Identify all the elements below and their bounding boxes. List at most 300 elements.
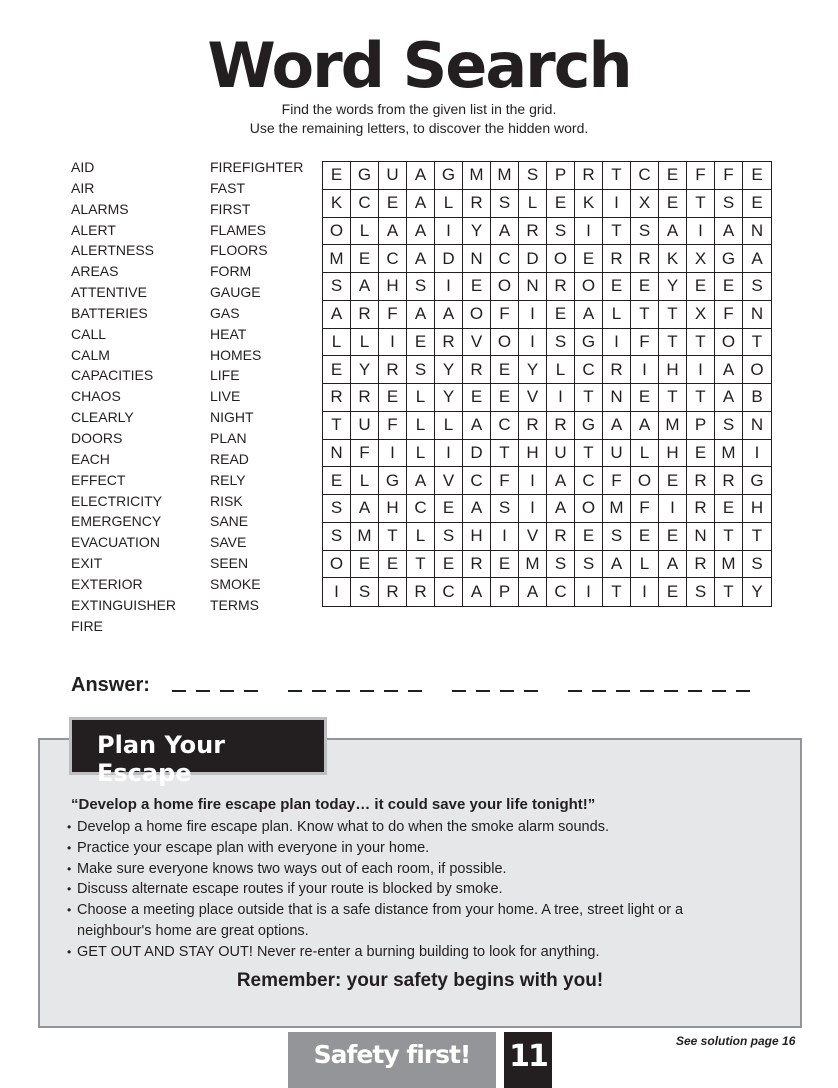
grid-cell: C [631,162,659,190]
grid-cell: M [659,412,687,440]
grid-cell: R [351,384,379,412]
grid-cell: F [603,467,631,495]
grid-cell: N [603,384,631,412]
grid-cell: C [575,356,603,384]
grid-cell: L [631,551,659,579]
grid-cell: E [743,190,771,218]
escape-bullet: • Make sure everyone knows two ways out of each room, if possible. [66,859,756,880]
instructions [0,100,838,138]
grid-cell: C [435,578,463,606]
word-list-item: ATTENTIVE [71,284,147,301]
grid-cell: S [715,412,743,440]
grid-cell: S [435,523,463,551]
grid-cell: E [547,301,575,329]
grid-cell: E [491,384,519,412]
grid-cell: S [351,578,379,606]
answer-blank [312,690,326,692]
word-list-item: CLEARLY [71,409,134,426]
grid-cell: C [379,245,407,273]
grid-cell: E [435,551,463,579]
grid-cell: A [351,495,379,523]
grid-cell: O [575,273,603,301]
grid-cell: S [323,273,351,301]
grid-cell: O [323,218,351,246]
grid-cell: S [547,551,575,579]
grid-cell: X [687,301,715,329]
grid-cell: U [547,440,575,468]
grid-cell: F [379,301,407,329]
grid-cell: S [603,523,631,551]
grid-cell: A [603,551,631,579]
grid-cell: T [659,329,687,357]
grid-cell: S [715,190,743,218]
grid-cell: A [407,190,435,218]
word-list-item: SANE [210,513,249,530]
answer-blank [500,690,514,692]
footer-tab-label: Safety first! [313,1040,471,1069]
grid-cell: A [547,495,575,523]
word-list-item: SEEN [210,555,249,572]
grid-cell: I [659,495,687,523]
grid-cell: I [687,218,715,246]
grid-cell: R [379,356,407,384]
answer-blank [568,690,582,692]
grid-cell: S [323,523,351,551]
grid-cell: I [631,578,659,606]
word-list-item: SMOKE [210,575,261,592]
grid-cell: T [687,329,715,357]
grid-cell: E [547,190,575,218]
grid-cell: E [659,578,687,606]
grid-cell: A [407,218,435,246]
grid-cell: I [379,440,407,468]
grid-cell: A [519,578,547,606]
grid-cell: R [463,356,491,384]
grid-cell: I [631,356,659,384]
grid-cell: T [491,440,519,468]
solution-note: See solution page 16 [676,1034,796,1048]
grid-cell: M [463,162,491,190]
grid-cell: B [743,384,771,412]
grid-cell: L [323,329,351,357]
grid-cell: T [659,301,687,329]
grid-cell: L [435,412,463,440]
answer-blank [616,690,630,692]
grid-cell: M [715,440,743,468]
answer-blank [452,690,466,692]
grid-cell: A [715,356,743,384]
grid-cell: I [323,578,351,606]
grid-cell: M [323,245,351,273]
grid-cell: N [743,301,771,329]
grid-cell: A [463,578,491,606]
grid-cell: A [575,301,603,329]
grid-cell: H [743,495,771,523]
grid-cell: M [715,551,743,579]
word-list-item: AREAS [71,263,119,280]
grid-cell: L [407,412,435,440]
grid-cell: A [463,495,491,523]
grid-cell: T [575,384,603,412]
grid-cell: Y [463,218,491,246]
word-list-item: EMERGENCY [71,513,162,530]
grid-cell: O [715,329,743,357]
word-list-item: SAVE [210,534,247,551]
word-list-item: FLOORS [210,242,268,259]
grid-cell: O [575,495,603,523]
grid-cell: A [323,301,351,329]
grid-cell: G [743,467,771,495]
grid-cell: A [351,273,379,301]
grid-cell: E [379,190,407,218]
grid-cell: Y [351,356,379,384]
grid-cell: G [575,412,603,440]
word-list-item: LIVE [210,388,241,405]
grid-cell: E [631,273,659,301]
grid-cell: N [519,273,547,301]
grid-cell: R [463,190,491,218]
grid-cell: S [519,162,547,190]
grid-cell: E [491,551,519,579]
grid-cell: I [743,440,771,468]
grid-cell: A [379,218,407,246]
grid-cell: E [323,467,351,495]
escape-bullet: • Practice your escape plan with everyone in your home. [66,838,756,859]
grid-cell: I [519,301,547,329]
word-list-item: FAST [210,179,246,196]
grid-cell: R [547,523,575,551]
grid-cell: S [491,190,519,218]
grid-cell: C [491,245,519,273]
grid-cell: R [463,551,491,579]
grid-cell: F [631,495,659,523]
grid-cell: R [323,384,351,412]
grid-cell: F [351,440,379,468]
grid-cell: P [547,162,575,190]
grid-cell: A [659,551,687,579]
word-list-item: GAUGE [210,284,261,301]
grid-cell: U [603,440,631,468]
grid-cell: O [463,301,491,329]
word-list-item: ALERTNESS [71,242,154,259]
grid-cell: K [323,190,351,218]
grid-cell: H [659,440,687,468]
word-list-item: CHAOS [71,388,121,405]
word-list-item: RISK [210,492,243,509]
word-list-item: ELECTRICITY [71,492,163,509]
answer-blanks [172,690,782,693]
grid-cell: T [603,162,631,190]
escape-bullet: • Choose a meeting place outside that is a safe distance from your home. A tree, street light or a neighbour's home are great options. [66,900,756,942]
grid-cell: Y [659,273,687,301]
grid-cell: Y [751,582,763,602]
grid-cell: T [659,384,687,412]
grid-cell: A [743,245,771,273]
grid-cell: S [547,218,575,246]
word-list-item: HEAT [210,325,247,342]
grid-cell: D [463,440,491,468]
answer-blank [688,690,702,692]
grid-cell: D [435,245,463,273]
grid-cell: S [687,578,715,606]
answer-blank [196,690,210,692]
grid-cell: K [659,245,687,273]
answer-blank [736,690,750,692]
answer-blank [408,690,422,692]
grid-cell: L [351,329,379,357]
grid-cell: E [323,356,351,384]
grid-cell: P [491,578,519,606]
grid-cell: O [631,467,659,495]
grid-cell: T [687,190,715,218]
grid-cell: X [687,245,715,273]
grid-cell: E [715,273,743,301]
grid-cell: E [575,523,603,551]
grid-cell: A [715,384,743,412]
word-list-item: NIGHT [210,409,254,426]
page-number: 11 [509,1039,547,1074]
grid-cell: R [575,162,603,190]
grid-cell: I [547,384,575,412]
grid-cell: A [435,301,463,329]
grid-cell: I [491,523,519,551]
grid-cell: F [491,467,519,495]
grid-cell: A [407,467,435,495]
grid-cell: S [491,495,519,523]
word-list-item: RELY [210,471,246,488]
grid-cell: I [603,190,631,218]
grid-cell: L [351,218,379,246]
word-list-item: TERMS [210,596,259,613]
grid-cell: E [379,551,407,579]
word-list-item: EXTERIOR [71,575,143,592]
instruction-line-2: Use the remaining letters, to discover the hidden word. [249,120,589,136]
grid-cell: S [323,495,351,523]
escape-quote: “Develop a home fire escape plan today… it could save your life tonight!” [71,796,596,813]
grid-cell: A [407,301,435,329]
word-list-item: LIFE [210,367,240,384]
answer-blank [664,690,678,692]
grid-cell: S [547,329,575,357]
grid-cell: A [407,162,435,190]
word-list-item: PLAN [210,429,247,446]
grid-cell: D [519,245,547,273]
word-list-item: AID [71,159,95,175]
grid-cell: S [631,218,659,246]
grid-cell: H [379,495,407,523]
escape-box-heading: Plan Your Escape [97,731,226,787]
answer-label: Answer: [71,674,150,696]
grid-cell: R [715,467,743,495]
remember-line: Remember: your safety begins with you! [236,970,604,991]
grid-cell: A [491,218,519,246]
footer-tab [288,1032,496,1088]
grid-cell: E [407,329,435,357]
answer-blank [220,690,234,692]
page-title: Word Search [207,29,631,102]
grid-cell: E [491,356,519,384]
grid-cell: M [519,551,547,579]
grid-cell: R [351,301,379,329]
grid-cell: C [407,495,435,523]
grid-cell: I [519,467,547,495]
grid-cell: I [687,356,715,384]
grid-cell: E [351,245,379,273]
word-list-item: CALM [71,346,110,363]
grid-cell: E [659,523,687,551]
answer-blank [288,690,302,692]
grid-cell: N [743,218,771,246]
answer-blank [524,690,538,692]
grid-cell: R [631,245,659,273]
grid-cell: E [631,523,659,551]
word-list-item: FLAMES [210,221,267,238]
grid-cell: Y [519,356,547,384]
grid-cell: A [603,412,631,440]
grid-cell: F [491,301,519,329]
grid-cell: V [519,384,547,412]
grid-cell: I [435,440,463,468]
escape-bullet-list [66,817,756,963]
grid-cell: Y [435,384,463,412]
grid-cell: I [575,218,603,246]
grid-cell: L [407,523,435,551]
grid-cell: F [631,329,659,357]
grid-cell: E [659,162,687,190]
grid-cell: M [351,523,379,551]
grid-cell: O [547,245,575,273]
grid-cell: P [687,412,715,440]
answer-blank [384,690,398,692]
grid-cell: I [435,218,463,246]
grid-cell: I [435,273,463,301]
grid-cell: E [743,162,771,190]
grid-cell: O [323,551,351,579]
grid-cell: R [687,467,715,495]
word-list-item: FIRST [210,200,251,217]
grid-cell: R [687,551,715,579]
grid-cell: M [603,495,631,523]
grid-cell: N [323,440,351,468]
grid-cell: E [631,384,659,412]
word-list-column-2 [210,157,303,616]
grid-cell: G [715,245,743,273]
grid-cell: R [407,578,435,606]
grid-cell: T [743,329,771,357]
grid-cell: G [575,329,603,357]
word-list-item: ALERT [71,221,116,238]
grid-cell: F [715,301,743,329]
escape-bullet: • Discuss alternate escape routes if your route is blocked by smoke. [66,879,756,900]
grid-cell: O [743,356,771,384]
grid-cell: L [547,356,575,384]
grid-cell: N [743,412,771,440]
word-list-item: CALL [71,325,107,342]
grid-cell: R [379,578,407,606]
grid-cell: A [631,412,659,440]
answer-blank [244,690,258,692]
grid-cell: L [603,301,631,329]
grid-cell: E [351,551,379,579]
word-list-item: EXTINGUISHER [71,596,177,613]
grid-cell: C [463,467,491,495]
grid-cell: L [435,190,463,218]
grid-cell: T [575,440,603,468]
grid-cell: R [519,412,547,440]
grid-cell: R [435,329,463,357]
grid-cell: E [687,440,715,468]
grid-cell: T [603,218,631,246]
grid-cell: V [435,467,463,495]
instruction-line-1: Find the words from the given list in the grid. [281,101,557,117]
grid-cell: C [491,412,519,440]
word-list-item: DOORS [71,429,123,446]
grid-cell: A [407,245,435,273]
grid-cell: K [575,190,603,218]
answer-blank [360,690,374,692]
grid-cell: A [547,467,575,495]
answer-blank [592,690,606,692]
page-number-box [504,1032,552,1088]
answer-blank [336,690,350,692]
grid-cell: N [687,523,715,551]
grid-cell: E [659,467,687,495]
word-list-item: EFFECT [71,471,126,488]
answer-blank [172,690,186,692]
grid-cell: H [463,523,491,551]
grid-cell: I [519,495,547,523]
answer-blank [476,690,490,692]
word-list-item: ALARMS [71,200,129,217]
grid-cell: L [519,190,547,218]
grid-cell: G [379,467,407,495]
grid-cell: E [575,245,603,273]
grid-cell: T [743,523,771,551]
grid-cell: A [715,218,743,246]
grid-cell: E [435,495,463,523]
word-list-item: EACH [71,450,110,467]
grid-cell: X [631,190,659,218]
grid-cell: L [631,440,659,468]
grid-cell: R [603,356,631,384]
word-list-item: AIR [71,179,95,196]
grid-cell: S [407,356,435,384]
grid-cell: H [519,440,547,468]
grid-cell: F [687,162,715,190]
grid-cell: L [407,440,435,468]
grid-cell: E [659,190,687,218]
grid-cell: S [743,551,771,579]
grid-cell: R [547,412,575,440]
word-list-item: EVACUATION [71,534,160,551]
grid-cell: R [603,245,631,273]
grid-cell: M [491,162,519,190]
grid-cell: I [519,329,547,357]
grid-cell: T [715,578,743,606]
word-list-item: READ [210,450,249,467]
grid-cell: E [715,495,743,523]
grid-cell: T [687,384,715,412]
grid-cell: F [379,412,407,440]
grid-cell: O [491,273,519,301]
grid-cell: T [715,523,743,551]
answer-blank [712,690,726,692]
grid-cell: S [575,551,603,579]
grid-cell: E [603,273,631,301]
word-list-item: EXIT [71,555,103,572]
grid-cell: E [379,384,407,412]
word-list-item: GAS [210,304,240,321]
